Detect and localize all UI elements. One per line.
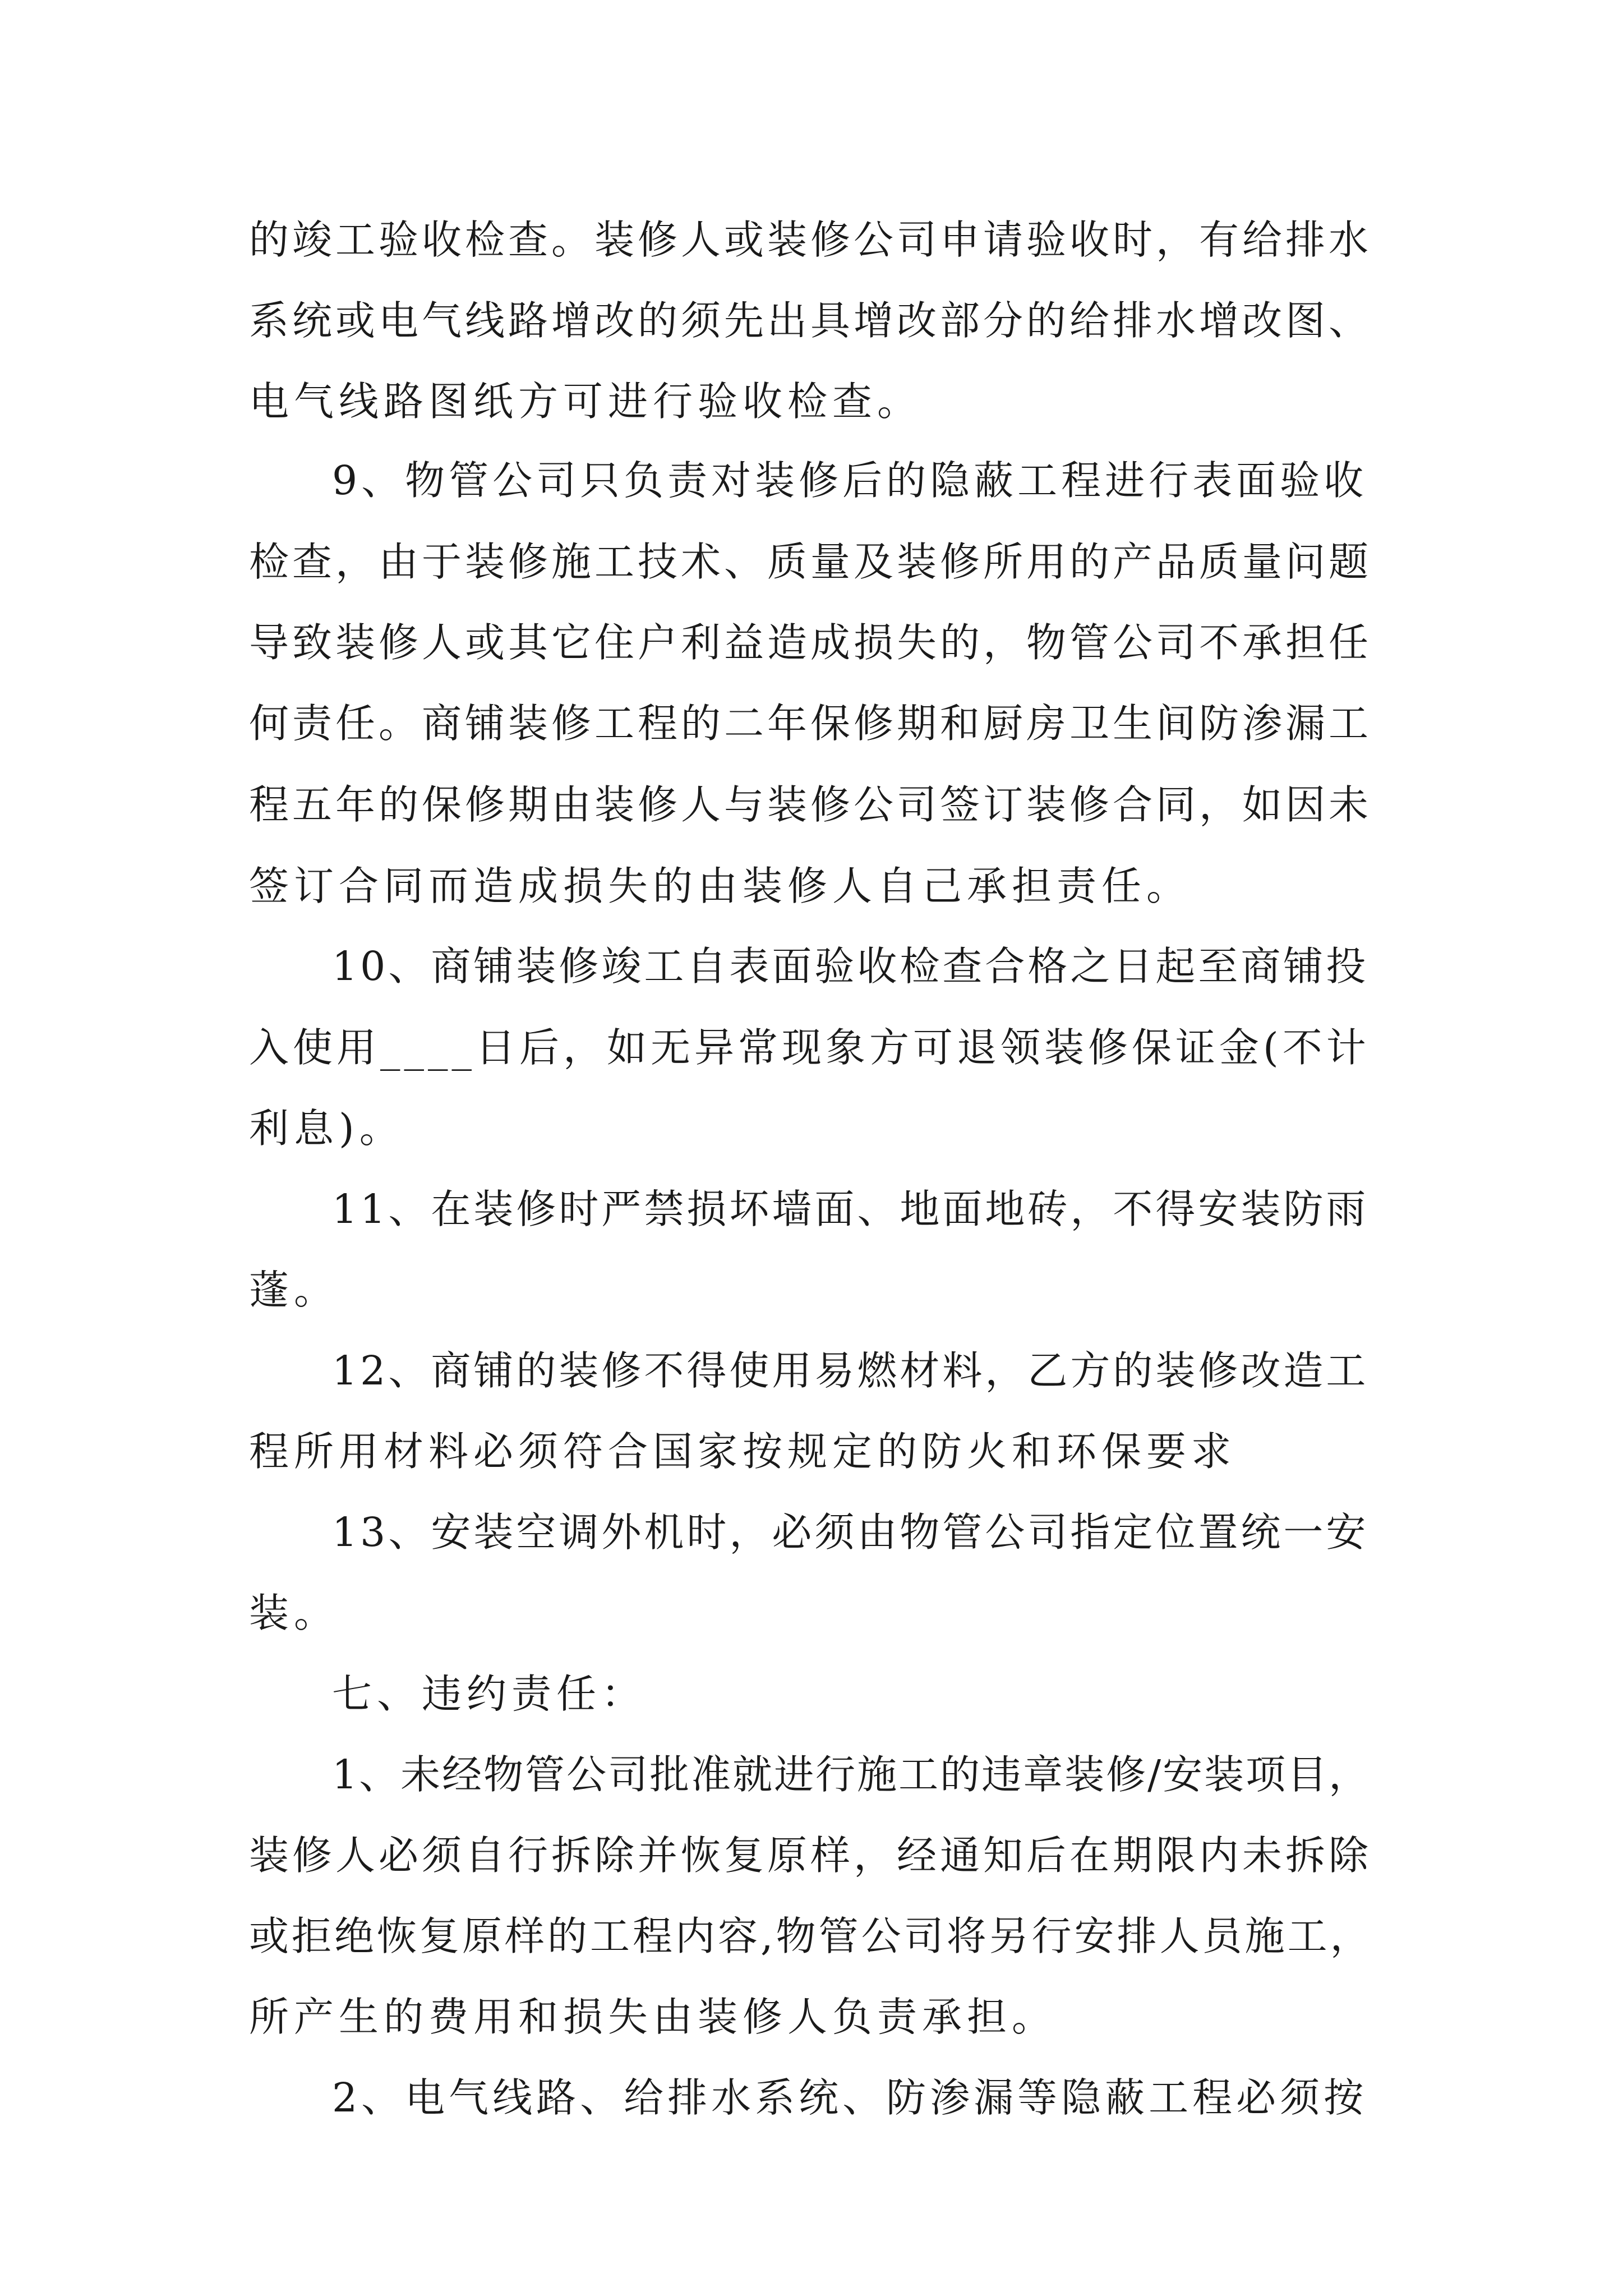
text-line: 1、未经物管公司批准就进行施工的违章装修/安装项目， xyxy=(332,1751,1371,1798)
text-line: 13、安装空调外机时，必须由物管公司指定位置统一安 xyxy=(332,1509,1369,1556)
text-line: 装修人必须自行拆除并恢复原样，经通知后在期限内未拆除 xyxy=(249,1832,1372,1879)
text-line: 2、电气线路、给排水系统、防渗漏等隐蔽工程必须按 xyxy=(332,2074,1368,2121)
text-line: 入使用____日后，如无异常现象方可退领装修保证金(不计 xyxy=(249,1024,1370,1071)
text-line: 9、物管公司只负责对装修后的隐蔽工程进行表面验收 xyxy=(332,457,1368,504)
text-line: 或拒绝恢复原样的工程内容,物管公司将另行安排人员施工， xyxy=(249,1913,1373,1959)
text-line: 装。 xyxy=(249,1590,339,1636)
text-line: 程五年的保修期由装修人与装修公司签订装修合同，如因未 xyxy=(249,781,1372,828)
text-line: 蓬。 xyxy=(249,1267,339,1313)
text-line: 的竣工验收检查。装修人或装修公司申请验收时，有给排水 xyxy=(249,217,1372,263)
text-line: 10、商铺装修竣工自表面验收检查合格之日起至商铺投 xyxy=(332,943,1369,990)
text-line: 12、商铺的装修不得使用易燃材料，乙方的装修改造工 xyxy=(332,1347,1369,1394)
text-line: 所产生的费用和损失由装修人负责承担。 xyxy=(249,1994,1057,2040)
section-heading: 七、违约责任： xyxy=(332,1671,647,1717)
text-line: 导致装修人或其它住户利益造成损失的，物管公司不承担任 xyxy=(249,619,1372,666)
text-line: 签订合同而造成损失的由装修人自己承担责任。 xyxy=(249,863,1192,909)
text-line: 何责任。商铺装修工程的二年保修期和厨房卫生间防渗漏工 xyxy=(249,700,1372,747)
text-line: 系统或电气线路增改的须先出具增改部分的给排水增改图、 xyxy=(249,297,1372,344)
text-line: 利息)。 xyxy=(249,1105,404,1152)
text-line: 电气线路图纸方可进行验收检查。 xyxy=(249,378,923,425)
text-line: 检查，由于装修施工技术、质量及装修所用的产品质量问题 xyxy=(249,539,1372,585)
text-line: 11、在装修时严禁损坏墙面、地面地砖，不得安装防雨 xyxy=(332,1186,1369,1232)
text-line: 程所用材料必须符合国家按规定的防火和环保要求 xyxy=(249,1428,1237,1475)
